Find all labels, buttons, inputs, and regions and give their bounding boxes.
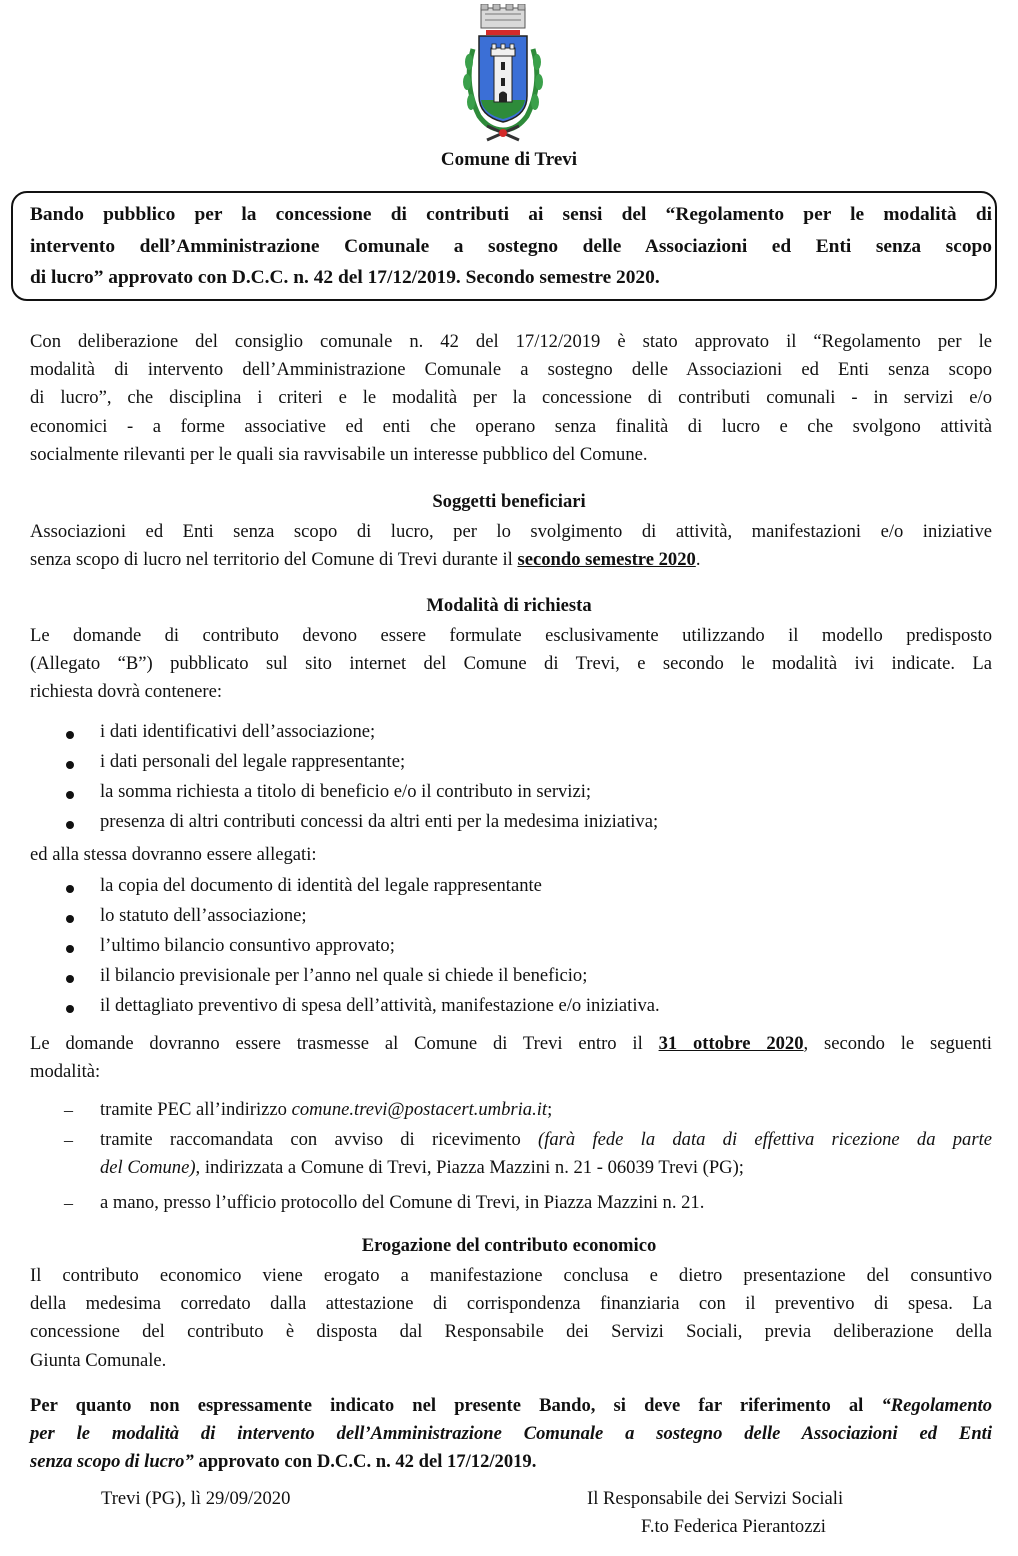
- comune-crest-icon: [459, 4, 547, 144]
- list-item: lo statuto dell’associazione;: [100, 905, 307, 926]
- trasmissione-paragraph: [30, 1030, 992, 1086]
- section-heading-modalita: Modalità di richiesta: [426, 595, 592, 616]
- intro-paragraph: [30, 328, 992, 469]
- signatory-role: Il Responsabile dei Servizi Sociali: [587, 1488, 844, 1509]
- bullet-icon: [66, 945, 74, 953]
- trasmissione-text-end: , secondo le seguenti: [803, 1033, 992, 1054]
- bullet-icon: [66, 731, 74, 739]
- intro-line: modalità di intervento dell’Amministrazione Comunale a sostegno delle Associazioni ed Enti senza scopo: [30, 359, 992, 381]
- raccomandata-address: , indirizzata a Comune di Trevi, Piazza Mazzini n. 21 - 06039 Trevi (PG);: [195, 1157, 744, 1179]
- bullet-icon: [66, 1005, 74, 1013]
- modalita-line: Le domande di contributo devono essere formulate esclusivamente utilizzando il modello predisposto: [30, 625, 992, 646]
- list-item-a-mano: a mano, presso l’ufficio protocollo del Comune di Trevi, in Piazza Mazzini n. 21.: [100, 1192, 705, 1213]
- soggetti-paragraph: [30, 518, 992, 574]
- allegati-intro: ed alla stessa dovranno essere allegati:: [30, 844, 317, 865]
- closing-regolamento: “Regolamento: [881, 1395, 992, 1416]
- raccomandata-line: [100, 1126, 992, 1154]
- dash-icon: –: [64, 1130, 73, 1150]
- title-line-3: di lucro” approvato con D.C.C. n. 42 del 17/12/2019. Secondo semestre 2020.: [30, 267, 660, 288]
- list-item: presenza di altri contributi concessi da altri enti per la medesima iniziativa;: [100, 811, 659, 832]
- title-line-2: intervento dell’Amministrazione Comunale a sostegno delle Associazioni ed Enti senza scopo: [30, 235, 992, 257]
- closing-line: [30, 1448, 992, 1476]
- section-heading-soggetti: Soggetti beneficiari: [432, 491, 586, 512]
- title-line-1: Bando pubblico per la concessione di contributi ai sensi del “Regolamento per le modalità di: [30, 204, 992, 225]
- closing-approval: approvato con D.C.C. n. 42 del 17/12/2019.: [193, 1451, 537, 1473]
- intro-line: Con deliberazione del consiglio comunale n. 42 del 17/12/2019 è stato approvato il “Regolamento per le: [30, 331, 992, 352]
- soggetti-text: senza scopo di lucro nel territorio del Comune di Trevi durante il: [30, 549, 518, 571]
- document-title: [30, 199, 992, 294]
- pec-text: tramite PEC all’indirizzo: [100, 1099, 292, 1120]
- bullet-icon: [66, 791, 74, 799]
- soggetti-line: [30, 546, 992, 574]
- list-item: i dati identificativi dell’associazione;: [100, 721, 376, 742]
- place-date: Trevi (PG), lì 29/09/2020: [101, 1488, 291, 1509]
- semester-highlight: secondo semestre 2020: [517, 549, 696, 571]
- soggetti-text-end: .: [695, 549, 701, 571]
- closing-line: per le modalità di intervento dell’Amministrazione Comunale a sostegno delle Associazioni ed Enti: [30, 1423, 992, 1445]
- soggetti-line: Associazioni ed Enti senza scopo di lucro, per lo svolgimento di attività, manifestazioni e/o iniziative: [30, 521, 992, 542]
- closing-regolamento-end: senza scopo di lucro”: [30, 1451, 194, 1473]
- list-item: la copia del documento di identità del legale rappresentante: [100, 875, 542, 896]
- closing-text: Per quanto non espressamente indicato nel presente Bando, si deve far riferimento al: [30, 1395, 882, 1416]
- pec-text-end: ;: [547, 1099, 553, 1120]
- section-heading-erogazione: Erogazione del contributo economico: [361, 1235, 657, 1256]
- closing-line: [30, 1392, 992, 1420]
- list-item: il dettagliato preventivo di spesa dell’attività, manifestazione e/o iniziativa.: [100, 995, 660, 1016]
- raccomandata-text: tramite raccomandata con avviso di ricevimento: [100, 1129, 539, 1150]
- erogazione-paragraph: [30, 1262, 992, 1375]
- bullet-icon: [66, 821, 74, 829]
- modalita-line: (Allegato “B”) pubblicato sul sito internet del Comune di Trevi, e secondo le modalità ivi indicate. La: [30, 653, 992, 675]
- intro-line: socialmente rilevanti per le quali sia ravvisabile un interesse pubblico del Comune.: [30, 443, 648, 465]
- signatory-name: F.to Federica Pierantozzi: [641, 1516, 826, 1537]
- trasmissione-line: modalità:: [30, 1061, 101, 1083]
- bullet-icon: [66, 761, 74, 769]
- deadline-highlight: 31 ottobre 2020: [658, 1033, 804, 1054]
- modalita-line: richiesta dovrà contenere:: [30, 681, 223, 703]
- dash-icon: –: [64, 1193, 73, 1213]
- modalita-paragraph: [30, 622, 992, 707]
- pec-email-address: comune.trevi@postacert.umbria.it: [291, 1099, 548, 1120]
- raccomandata-line: [100, 1154, 992, 1182]
- erogazione-line: Giunta Comunale.: [30, 1349, 167, 1371]
- raccomandata-note: (farà fede la data di effettiva ricezione da parte: [538, 1129, 992, 1150]
- list-item: i dati personali del legale rappresentante;: [100, 751, 406, 772]
- intro-line: economici - a forme associative ed enti che operano senza finalità di lucro e che svolgono attività: [30, 415, 992, 437]
- list-item-raccomandata: [100, 1126, 992, 1182]
- bullet-icon: [66, 915, 74, 923]
- trasmissione-text: Le domande dovranno essere trasmesse al Comune di Trevi entro il: [30, 1033, 659, 1054]
- list-item: il bilancio previsionale per l’anno nel quale si chiede il beneficio;: [100, 965, 588, 986]
- intro-line: di lucro”, che disciplina i criteri e le modalità per la concessione di contributi comunali - in servizi e/o: [30, 387, 992, 409]
- closing-paragraph: [30, 1392, 992, 1477]
- raccomandata-note-end: del Comune): [100, 1157, 196, 1179]
- list-item: l’ultimo bilancio consuntivo approvato;: [100, 935, 395, 956]
- bullet-icon: [66, 885, 74, 893]
- erogazione-line: Il contributo economico viene erogato a manifestazione conclusa e dietro presentazione del consuntivo: [30, 1265, 992, 1286]
- bullet-icon: [66, 975, 74, 983]
- dash-icon: –: [64, 1100, 73, 1120]
- erogazione-line: concessione del contributo è disposta dal Responsabile dei Servizi Sociali, previa deliberazione della: [30, 1321, 992, 1343]
- list-item-pec: [100, 1096, 992, 1124]
- erogazione-line: della medesima corredato dalla attestazione di corrispondenza finanziaria con il preventivo di spesa. La: [30, 1293, 992, 1315]
- list-item: la somma richiesta a titolo di beneficio e/o il contributo in servizi;: [100, 781, 592, 802]
- trasmissione-line: [30, 1030, 992, 1058]
- issuer-name: Comune di Trevi: [440, 149, 578, 170]
